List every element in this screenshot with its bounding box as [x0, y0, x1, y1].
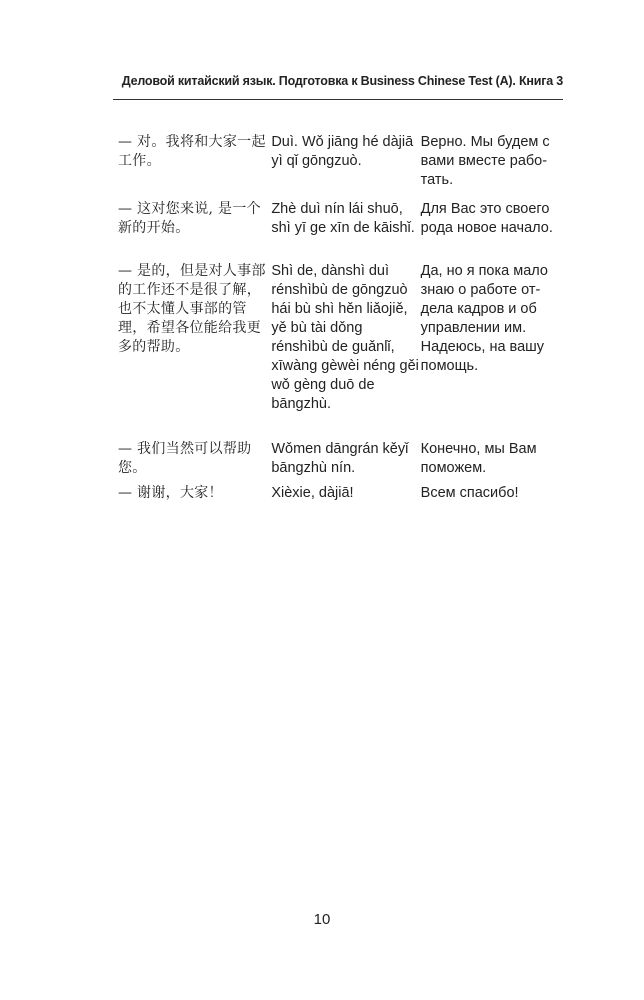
russian-line: Для Вас это своего рода новое начало. — [420, 201, 553, 236]
chinese-line: — 对。我将和大家一起工作。 — [118, 134, 266, 169]
pinyin-line: Zhè duì nín lái shuō, shì yī ge xīn de kāishǐ. — [271, 201, 415, 236]
pinyin-line: Xièxie, dàjiā! — [271, 485, 354, 501]
page-number: 10 — [313, 911, 331, 928]
pinyin-line: Wǒmen dāngrán kěyǐ bāngzhù nín. — [271, 441, 409, 476]
dialogue-row — [118, 133, 566, 200]
dialogue-row — [118, 262, 566, 440]
russian-line: Верно. Мы будем с вами вместе рабо-тать. — [420, 134, 550, 188]
dialogue-row — [118, 484, 566, 508]
dialogue-table — [118, 133, 566, 508]
chinese-line: — 这对您来说, 是一个新的开始。 — [118, 201, 261, 236]
russian-line: Всем спасибо! — [420, 485, 519, 501]
running-header: Деловой китайский язык. Подготовка к Business Chinese Test (A). Книга 3 — [121, 74, 563, 88]
pinyin-line: Shì de, dànshì duì rénshìbù de gōngzuò hái bù shì hěn liǎojiě, yě bù tài dǒng rénshìbù de guǎnlǐ, xīwàng gèwèi néng gěi wǒ gèng duō de bāngzhù. — [271, 263, 419, 412]
header-rule — [113, 99, 563, 100]
russian-line: Конечно, мы Вам поможем. — [420, 441, 537, 476]
chinese-line: — 是的，但是对人事部的工作还不是很了解，也不太懂人事部的管理，希望各位能给我更多的帮助。 — [118, 263, 266, 355]
dialogue-row — [118, 440, 566, 484]
pinyin-line: Duì. Wǒ jiāng hé dàjiā yì qǐ gōngzuò. — [271, 134, 414, 169]
chinese-line: — 谢谢，大家！ — [118, 485, 223, 501]
chinese-line: — 我们当然可以帮助您。 — [118, 441, 252, 476]
dialogue-row — [118, 200, 566, 262]
russian-line: Да, но я пока мало знаю о работе от-дела кадров и об управлении им. Надеюсь, на вашу помощь. — [420, 263, 548, 374]
